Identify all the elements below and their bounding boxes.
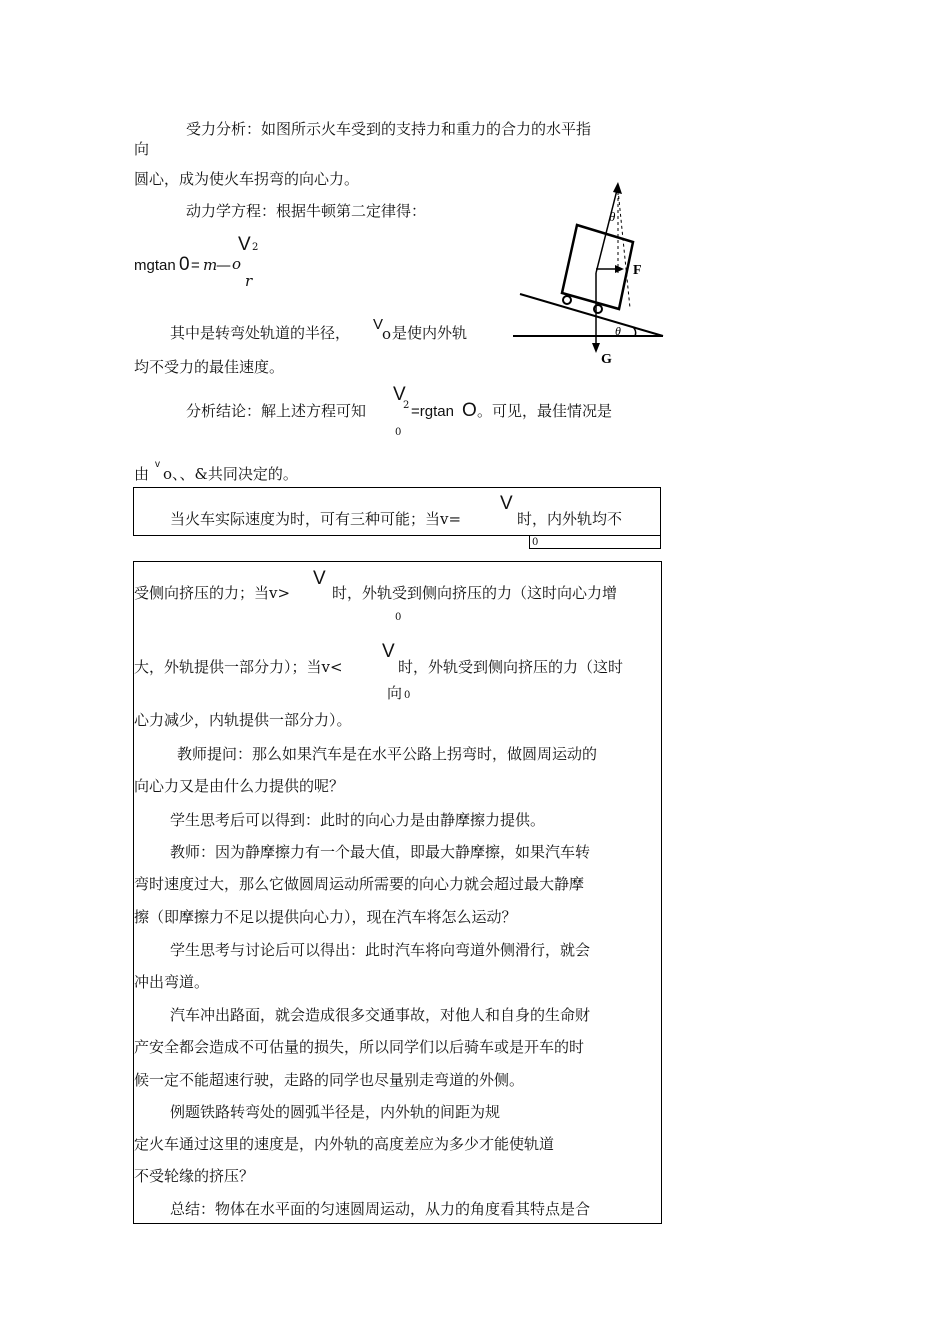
box1-pre: 当火车实际速度为时，可有三种可能；当v= (170, 510, 462, 528)
conclusion-pre: 分析结论：解上述方程可知 (186, 402, 367, 420)
conclusion-line2-pre: 由 (134, 465, 150, 483)
box2-p4a: 学生思考与讨论后可以得出：此时汽车将向弯道外侧滑行，就会 (170, 941, 591, 959)
wheel-left (563, 296, 571, 304)
box1-post: 时，内外轨均不 (517, 510, 623, 528)
box2-l1-post: 时，外轨受到侧向挤压的力（这时向心力增 (332, 584, 618, 602)
gravity-arrowhead (592, 343, 600, 353)
train-force-diagram (505, 178, 675, 368)
box2-p6b: 定火车通过这里的速度是，内外轨的高度差应为多少才能使轨道 (134, 1135, 555, 1153)
box2-p3a: 教师：因为静摩擦力有一个最大值，即最大静摩擦，如果汽车转 (170, 843, 591, 861)
conclusion-theta: O (462, 400, 477, 421)
conclusion-v: V (393, 384, 406, 405)
box2-l1-sub: 0 (395, 612, 402, 623)
intro-line-1-wrap: 向 (134, 140, 150, 158)
box2-p7: 总结：物体在水平面的匀速圆周运动，从力的角度看其特点是合 (170, 1200, 591, 1218)
conclusion-line2-v: v (155, 459, 160, 470)
box2-l2-under: 向 (387, 684, 403, 702)
box1-sub: 0 (532, 537, 539, 548)
box2-l2-sub: 0 (404, 690, 411, 701)
box2-l2-post: 时，外轨受到侧向挤压的力（这时 (398, 658, 624, 676)
eq-dash: — (216, 256, 231, 274)
theta-incline-label: θ (615, 324, 621, 338)
conclusion-post: =rgtan (411, 403, 454, 420)
eq-numerator-v: V (238, 234, 251, 255)
box2-p5b: 产安全都会造成不可估量的损失，所以同学们以后骑车或是开车的时 (134, 1038, 585, 1056)
box2-p5a: 汽车冲出路面，就会造成很多交通事故，对他人和自身的生命财 (170, 1006, 591, 1024)
table-cell-1-tail (529, 535, 661, 549)
box2-p6c: 不受轮缘的挤压？ (134, 1167, 255, 1185)
force-f-label: F (633, 263, 642, 278)
eq-m: m (203, 256, 218, 274)
eq-equals: = (191, 257, 200, 274)
box2-l3: 心力减少，内轨提供一部分力）。 (134, 711, 352, 729)
box2-p6a: 例题铁路转弯处的圆弧半径是，内外轨的间距为规 (170, 1103, 501, 1121)
eq-numerator-sub: 2 (252, 242, 259, 253)
where-pre: 其中是转弯处轨道的半径， (170, 324, 351, 342)
conclusion-sub: 0 (395, 427, 402, 438)
eq-o: o (232, 255, 242, 273)
intro-line-1: 受力分析：如图所示火车受到的支持力和重力的合力的水平指 (186, 120, 592, 138)
eq-denominator-r: r (245, 272, 253, 290)
box2-p1b: 向心力又是由什么力提供的呢？ (134, 777, 345, 795)
eq-theta: 0 (179, 254, 190, 275)
intro-line-3: 动力学方程：根据牛顿第二定律得： (186, 202, 427, 220)
conclusion-line2-post: o、、&共同决定的。 (163, 465, 298, 483)
box2-p5c: 候一定不能超速行驶，走路的同学也尽量别走弯道的外侧。 (134, 1071, 525, 1089)
box2-l2-v: V (382, 641, 395, 662)
gravity-g-label: G (601, 352, 612, 367)
box2-p1a: 教师提问：那么如果汽车是在水平公路上拐弯时，做圆周运动的 (177, 745, 598, 763)
where-post: 是使内外轨 (392, 324, 468, 342)
intro-line-2: 圆心，成为使火车拐弯的向心力。 (134, 170, 360, 188)
box2-p3c: 擦（即摩擦力不足以提供向心力），现在汽车将怎么运动？ (134, 908, 517, 926)
conclusion-end: 。可见，最佳情况是 (477, 402, 613, 420)
box2-l2-pre: 大，外轨提供一部分力）；当v< (134, 658, 343, 676)
box2-p2: 学生思考后可以得到：此时的向心力是由静摩擦力提供。 (170, 811, 546, 829)
box2-l1-pre: 受侧向挤压的力；当v> (134, 584, 291, 602)
wheel-right (594, 305, 602, 313)
where-sub: o (382, 325, 392, 343)
box2-l1-v: V (313, 568, 326, 589)
eq-lhs: mgtan (134, 257, 176, 274)
box1-v: V (500, 493, 513, 514)
theta-top-label: θ (609, 209, 616, 224)
box2-p4b: 冲出弯道。 (134, 973, 210, 991)
where-v: V (373, 316, 384, 333)
box2-p3b: 弯时速度过大，那么它做圆周运动所需要的向心力就会超过最大静摩 (134, 875, 585, 893)
conclusion-sup: 2 (403, 400, 410, 411)
where-line-2: 均不受力的最佳速度。 (134, 358, 285, 376)
